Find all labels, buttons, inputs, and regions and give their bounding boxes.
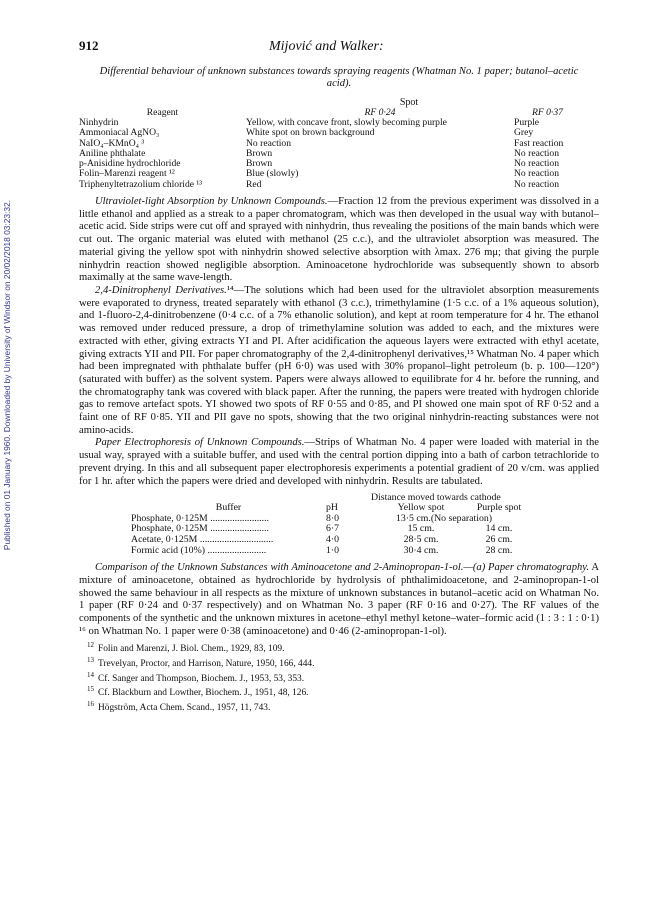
reagent-cell: Folin–Marenzi reagent ¹² xyxy=(79,168,175,180)
ph-cell: 6·7 xyxy=(326,523,340,535)
para-lead: Comparison of the Unknown Substances with Aminoacetone and 2-Aminopropan-1-ol.—(a) Paper chromatography. xyxy=(95,562,590,574)
col-yellow: Yellow spot xyxy=(397,502,445,514)
references xyxy=(87,640,599,713)
buffer-cell: Formic acid (10%) ........................ xyxy=(131,544,267,556)
paragraph-dnp xyxy=(79,285,599,437)
rf2-cell: No reaction xyxy=(514,178,560,190)
yellow-cell: 15 cm. xyxy=(407,523,435,535)
rf1-cell: White spot on brown background xyxy=(246,127,375,139)
download-note: Published on 01 January 1960. Downloaded by University of Windsor on 20/02/2018 03:23:32. xyxy=(2,199,12,551)
table1-caption: Differential behaviour of unknown substances towards spraying reagents (Whatman No. 1 paper; butanol–acetic acid). xyxy=(99,65,579,90)
yellow-cell: 28·5 cm. xyxy=(403,534,439,546)
para-text: —Strips of Whatman No. 4 paper were loaded with material in the usual way, sprayed with a suitable buffer, and used with the central portion dipping into a bath of carbon tetrachloride to prevent drying. In this and all subsequent paper electrophoresis experiments a potential gradient of 20 v/cm. was applied for 1 hr. after which the papers were dried and developed with ninhydrin. Results are tabulated. xyxy=(79,437,599,487)
reagent-table xyxy=(79,108,599,190)
rf1-cell: Red xyxy=(246,178,262,190)
ph-cell: 8·0 xyxy=(326,512,340,524)
spot-header: Spot xyxy=(399,96,419,108)
purple-cell: 28 cm. xyxy=(485,544,513,556)
reference-number: 12 xyxy=(87,641,94,650)
ph-cell: 1·0 xyxy=(326,544,340,556)
para-text: ¹⁴—The solutions which had been used for the ultraviolet absorption measurements were evaporated to dryness, treated separately with ethanol (3 c.c.), trimethylamine (1·5 c.c. of a 1% aqueous solution), and 1-fluoro-2,4-dinitrobenzene (0·4 c.c. of a 7% ethanolic solution), and kept at room temperature for 4 hr. The ethanol was removed under reduced pressure, a drop of trimethylamine solution was added to each, and the mixtures were extracted with ether, giving extracts YI and PI. After acidification the aqueous layers were extracted with ethyl acetate, giving extracts YII and PII. For paper chromatography of the 2,4-dinitrophenyl derivatives,¹⁵ Whatman No. 4 paper which had been impregnated with phthalate buffer (pH 6·0) was used with 30% propanol–light petroleum (b. p. 100—120°) (saturated with buffer) as the solvent system. Papers were always allowed to equilibrate for 4 hr. before the running, and the chromatography tank was covered with black paper. After the running, the papers were treated with hydrogen chloride gas to remove artefact spots. YI showed two spots of RF 0·55 and 0·85, and PI showed one main spot of RF 0·52 and a faint one of RF 0·85. YII and PII gave no spots, showing that the two original ninhydrin-reacting substances were not amino-acids. xyxy=(79,285,599,436)
page-content xyxy=(79,40,599,713)
rf1-cell: Brown xyxy=(246,147,273,159)
reagent-cell: Ninhydrin xyxy=(79,117,119,128)
paragraph-uv xyxy=(79,196,599,285)
running-head: Mijović and Walker: xyxy=(269,39,384,54)
col-reagent: Reagent xyxy=(146,106,179,118)
paragraph-electrophoresis xyxy=(79,437,599,488)
reference-number: 13 xyxy=(87,655,94,664)
reference-text: Cf. Sanger and Thompson, Biochem. J., 1953, 53, 353. xyxy=(98,673,305,684)
rf1-cell: No reaction xyxy=(246,137,292,149)
page-number: 912 xyxy=(79,38,99,53)
col-rf1: RF 0·24 xyxy=(364,106,396,118)
rf2-cell: Fast reaction xyxy=(514,137,564,149)
yellow-cell: 30·4 cm. xyxy=(403,544,439,556)
reagent-cell: Ammoniacal AgNO₃ xyxy=(79,127,160,139)
para-lead: Ultraviolet-light Absorption by Unknown Compounds. xyxy=(95,196,328,208)
yellow-cell: 13·5 cm.(No separation) xyxy=(396,512,493,524)
ph-cell: 4·0 xyxy=(326,534,340,546)
rf2-cell: Grey xyxy=(514,127,534,139)
para-text: A mixture of aminoacetone, obtained as hydrochloride by hydrolysis of phthalimidoacetone, and 2-aminopropan-1-ol showed the same behaviour in all respects as the mixture of unknown substances in butanol–acetic acid on Whatman No. 1 paper (RF 0·24 and 0·37 respectively) and on Whatman No. 3 paper (RF 0·16 and 0·27). The RF values of the components of the synthetic and the unknown mixtures in acetone–ethyl methyl ketone–water–formic acid (1 : 3 : 1 : 0·1) ¹⁶ on Whatman No. 1 paper were 0·38 (aminoacetone) and 0·46 (2-aminopropan-1-ol). xyxy=(79,562,599,637)
reference-item xyxy=(87,670,599,685)
rf2-cell: No reaction xyxy=(514,168,560,180)
reference-text: Folin and Marenzi, J. Biol. Chem., 1929, 83, 109. xyxy=(98,644,285,655)
page-header xyxy=(79,40,599,54)
buffer-cell: Phosphate, 0·125M ........................ xyxy=(131,523,269,535)
rf2-cell: No reaction xyxy=(514,147,560,159)
reagent-cell: Triphenyltetrazolium chloride ¹³ xyxy=(79,178,203,190)
rf1-cell: Blue (slowly) xyxy=(246,168,299,180)
reference-number: 15 xyxy=(87,685,94,694)
col-ph: pH xyxy=(326,502,338,514)
rf1-cell: Brown xyxy=(246,158,273,170)
rf2-cell: Purple xyxy=(514,117,540,128)
reference-item xyxy=(87,655,599,670)
purple-cell: 26 cm. xyxy=(485,534,513,546)
para-lead: Paper Electrophoresis of Unknown Compounds. xyxy=(95,437,305,449)
buffer-cell: Phosphate, 0·125M ........................ xyxy=(131,512,269,524)
rf1-cell: Yellow, with concave front, slowly becoming purple xyxy=(246,117,447,128)
reference-item xyxy=(87,640,599,655)
reference-text: Cf. Blackburn and Lowther, Biochem. J., 1951, 48, 126. xyxy=(98,688,309,699)
reference-number: 14 xyxy=(87,670,94,679)
reference-item xyxy=(87,684,599,699)
para-text: —Fraction 12 from the previous experiment was dissolved in a little ethanol and applied as a streak to a paper chromatogram, which was then developed in the usual way with butanol–acetic acid. Side strips were cut off and sprayed with ninhydrin, thus revealing the positions of the main bands which were cut out. The organic material was eluted with methanol (25 c.c.), and the ultraviolet absorption was measured. The material giving the yellow spot with ninhydrin showed selective absorption with λmax. 276 mμ; that giving the purple ninhydrin reaction showed negligible absorption. Aminoacetone hydrochloride was subsequently shown to absorb maximally at the same wave-length. xyxy=(79,196,599,284)
reference-text: Högström, Acta Chem. Scand., 1957, 11, 743. xyxy=(98,702,271,713)
rf2-cell: No reaction xyxy=(514,158,560,170)
etable-grid xyxy=(131,503,534,556)
reagent-cell: NaIO₄–KMnO₄ ³ xyxy=(79,137,145,149)
col-rf2: RF 0·37 xyxy=(532,106,563,118)
download-sidebar xyxy=(0,150,14,600)
col-purple: Purple spot xyxy=(476,502,522,514)
para-lead: 2,4-Dinitrophenyl Derivatives. xyxy=(95,285,227,296)
reference-number: 16 xyxy=(87,699,94,708)
etable-title: Distance moved towards cathode xyxy=(371,492,501,504)
table-row xyxy=(131,546,534,557)
reagent-cell: Aniline phthalate xyxy=(79,147,146,159)
reagent-cell: p-Anisidine hydrochloride xyxy=(79,158,181,170)
reference-text: Trevelyan, Proctor, and Harrison, Nature, 1950, 166, 444. xyxy=(98,659,315,670)
col-buffer: Buffer xyxy=(215,502,242,514)
purple-cell: 14 cm. xyxy=(485,523,513,535)
paragraph-comparison xyxy=(79,562,599,638)
buffer-cell: Acetate, 0·125M .............................. xyxy=(131,534,274,546)
reference-item xyxy=(87,699,599,714)
table-row xyxy=(79,180,599,190)
electrophoresis-table xyxy=(79,492,599,556)
